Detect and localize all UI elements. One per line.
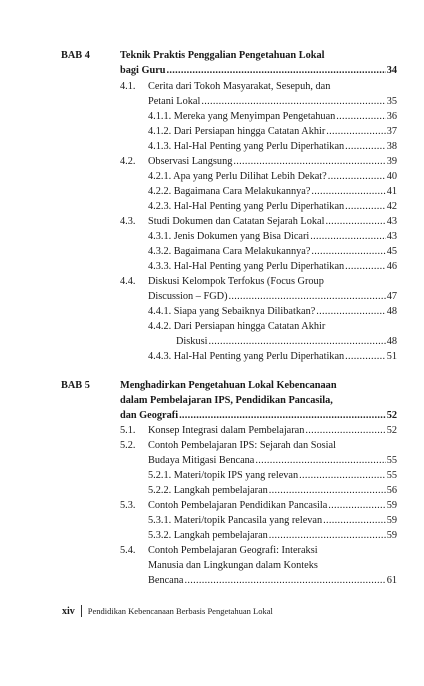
section-title: Discussion – FGD) — [148, 291, 228, 302]
page-number: 55 — [386, 470, 397, 481]
page-number: 59 — [386, 530, 397, 541]
subsection-title: 4.4.3. Hal-Hal Penting yang Perlu Diperhatikan — [148, 351, 345, 362]
page-number: 46 — [386, 261, 397, 272]
section-title: Bencana — [148, 575, 184, 586]
section-number: 4.3. — [120, 216, 136, 227]
chapter-4-label: BAB 4 — [61, 50, 90, 61]
toc-entry-4-4-3[interactable] — [148, 351, 397, 362]
leader-dots — [269, 485, 386, 496]
leader-dots — [269, 530, 386, 541]
section-number: 5.2. — [120, 440, 136, 451]
page-number: 61 — [386, 575, 397, 586]
chapter-5-page: 52 — [386, 410, 397, 421]
toc-entry-4-4-2[interactable] — [176, 336, 397, 347]
toc-entry-5-4[interactable] — [148, 575, 397, 586]
page-number: 52 — [386, 425, 397, 436]
toc-entry-4-1-1[interactable] — [148, 111, 397, 122]
section-title-line: Contoh Pembelajaran IPS: Sejarah dan Sosial — [148, 440, 336, 451]
subsection-title: 4.1.1. Mereka yang Menyimpan Pengetahuan — [148, 111, 336, 122]
chapter-5-title-line-2: dalam Pembelajaran IPS, Pendidikan Pancasila, — [120, 395, 333, 406]
chapter-5-title-line-1: Menghadirkan Pengetahuan Lokal Kebencanaan — [120, 380, 337, 391]
leader-dots — [316, 306, 385, 317]
page-number: 59 — [386, 515, 397, 526]
toc-entry-4-2[interactable] — [148, 156, 397, 167]
page-number: 43 — [386, 231, 397, 242]
page-number: 43 — [386, 216, 397, 227]
toc-entry-5-2-2[interactable] — [148, 485, 397, 496]
leader-dots — [311, 186, 385, 197]
leader-dots — [328, 500, 385, 511]
page-number: 36 — [386, 111, 397, 122]
chapter-5-title-row[interactable] — [120, 410, 397, 421]
section-title-line: Contoh Pembelajaran Geografi: Interaksi — [148, 545, 318, 556]
leader-dots — [325, 216, 385, 227]
toc-entry-4-3-3[interactable] — [148, 261, 397, 272]
page-number: 48 — [386, 336, 397, 347]
section-title: Petani Lokal — [148, 96, 201, 107]
page-number: 55 — [386, 455, 397, 466]
toc-entry-4-2-3[interactable] — [148, 201, 397, 212]
page-number: 38 — [386, 141, 397, 152]
subsection-title: 4.2.3. Hal-Hal Penting yang Perlu Diperhatikan — [148, 201, 345, 212]
toc-entry-5-2[interactable] — [148, 455, 397, 466]
page-number: 35 — [386, 96, 397, 107]
toc-entry-4-3[interactable] — [148, 216, 397, 227]
subsection-title: 4.3.2. Bagaimana Cara Melakukannya? — [148, 246, 311, 257]
toc-entry-5-3-2[interactable] — [148, 530, 397, 541]
leader-dots — [328, 171, 386, 182]
leader-dots — [233, 156, 385, 167]
section-title-line: Diskusi Kelompok Terfokus (Focus Group — [148, 276, 324, 287]
toc-entry-5-2-1[interactable] — [148, 470, 397, 481]
section-number: 5.3. — [120, 500, 136, 511]
toc-entry-4-3-1[interactable] — [148, 231, 397, 242]
section-title: Konsep Integrasi dalam Pembelajaran — [148, 425, 305, 436]
chapter-5-title-last: dan Geografi — [120, 410, 179, 421]
leader-dots — [305, 425, 385, 436]
leader-dots — [310, 231, 385, 242]
section-title: Contoh Pembelajaran Pendidikan Pancasila — [148, 500, 328, 511]
leader-dots — [323, 515, 386, 526]
subsection-title: 4.4.1. Siapa yang Sebaiknya Dilibatkan? — [148, 306, 316, 317]
section-number: 4.2. — [120, 156, 136, 167]
toc-entry-4-4-1[interactable] — [148, 306, 397, 317]
page-number: 39 — [386, 156, 397, 167]
subsection-title-line: 4.4.2. Dari Persiapan hingga Catatan Akhir — [148, 321, 326, 332]
leader-dots — [345, 201, 386, 212]
leader-dots — [255, 455, 385, 466]
section-number: 4.4. — [120, 276, 136, 287]
section-number: 5.1. — [120, 425, 136, 436]
section-title-line: Manusia dan Lingkungan dalam Konteks — [148, 560, 318, 571]
toc-entry-4-1-3[interactable] — [148, 141, 397, 152]
subsection-title: 4.3.1. Jenis Dokumen yang Bisa Dicari — [148, 231, 310, 242]
chapter-4-title-last: bagi Guru — [120, 65, 166, 76]
leader-dots — [336, 111, 385, 122]
toc-entry-4-2-2[interactable] — [148, 186, 397, 197]
section-number: 5.4. — [120, 545, 136, 556]
subsection-title: 4.3.3. Hal-Hal Penting yang Perlu Diperhatikan — [148, 261, 345, 272]
toc-entry-4-1-2[interactable] — [148, 126, 397, 137]
page-number: 42 — [386, 201, 397, 212]
leader-dots — [326, 126, 385, 137]
leader-dots — [208, 336, 385, 347]
section-title: Studi Dokumen dan Catatan Sejarah Lokal — [148, 216, 325, 227]
page-number: 37 — [386, 126, 397, 137]
leader-dots — [184, 575, 385, 586]
toc-entry-4-4[interactable] — [148, 291, 397, 302]
leader-dots — [201, 96, 385, 107]
subsection-title: 4.1.3. Hal-Hal Penting yang Perlu Diperhatikan — [148, 141, 345, 152]
toc-entry-5-3-1[interactable] — [148, 515, 397, 526]
chapter-4-page: 34 — [386, 65, 397, 76]
footer-page-number: xiv — [62, 605, 75, 617]
page-footer — [62, 605, 273, 617]
leader-dots — [345, 261, 386, 272]
subsection-title: 4.2.2. Bagaimana Cara Melakukannya? — [148, 186, 311, 197]
chapter-4-title-line-1: Teknik Praktis Penggalian Pengetahuan Lokal — [120, 50, 325, 61]
page-number: 47 — [386, 291, 397, 302]
section-number: 4.1. — [120, 81, 136, 92]
leader-dots — [345, 141, 386, 152]
leader-dots — [167, 65, 386, 76]
subsection-title: 5.2.2. Langkah pembelajaran — [148, 485, 268, 496]
page-number: 40 — [386, 171, 397, 182]
chapter-4-title-row[interactable] — [120, 65, 397, 76]
section-title: Budaya Mitigasi Bencana — [148, 455, 255, 466]
page-number: 56 — [386, 485, 397, 496]
toc-entry-4-1[interactable] — [148, 96, 397, 107]
subsection-title: 4.2.1. Apa yang Perlu Dilihat Lebih Dekat? — [148, 171, 327, 182]
footer-book-title: Pendidikan Kebencanaan Berbasis Pengetahuan Lokal — [87, 606, 273, 616]
leader-dots — [299, 470, 386, 481]
section-title: Observasi Langsung — [148, 156, 233, 167]
toc-entry-4-2-1[interactable] — [148, 171, 397, 182]
subsection-title: 5.2.1. Materi/topik IPS yang relevan — [148, 470, 299, 481]
toc-entry-4-3-2[interactable] — [148, 246, 397, 257]
page-number: 48 — [386, 306, 397, 317]
footer-divider — [81, 605, 82, 617]
subsection-title: Diskusi — [176, 336, 208, 347]
leader-dots — [229, 291, 386, 302]
subsection-title: 5.3.2. Langkah pembelajaran — [148, 530, 268, 541]
page-number: 41 — [386, 186, 397, 197]
page-number: 45 — [386, 246, 397, 257]
section-title-line: Cerita dari Tokoh Masyarakat, Sesepuh, dan — [148, 81, 331, 92]
subsection-title: 4.1.2. Dari Persiapan hingga Catatan Akhir — [148, 126, 326, 137]
subsection-title: 5.3.1. Materi/topik Pancasila yang relevan — [148, 515, 323, 526]
leader-dots — [345, 351, 386, 362]
leader-dots — [179, 410, 386, 421]
page-number: 51 — [386, 351, 397, 362]
chapter-5-label: BAB 5 — [61, 380, 90, 391]
toc-entry-5-1[interactable] — [148, 425, 397, 436]
toc-entry-5-3[interactable] — [148, 500, 397, 511]
leader-dots — [311, 246, 385, 257]
page-number: 59 — [386, 500, 397, 511]
